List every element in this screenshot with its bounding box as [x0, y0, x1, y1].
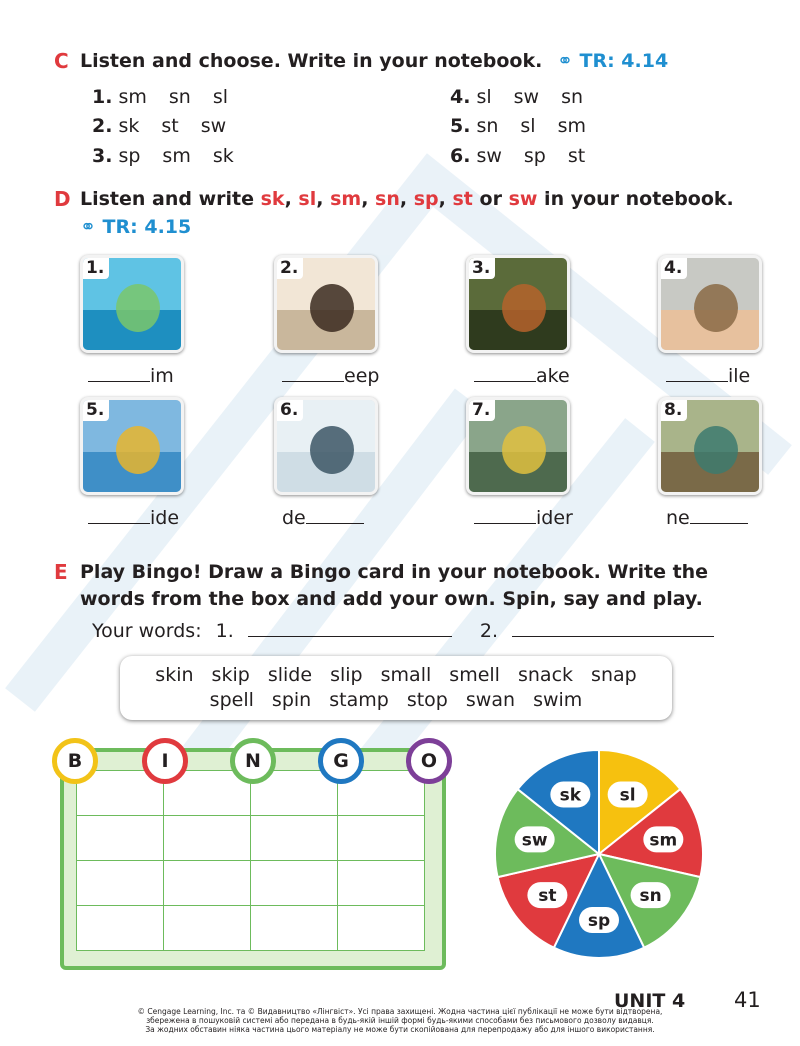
- choice-number: 3.: [92, 145, 113, 167]
- school-desk-photo: [274, 397, 378, 495]
- bingo-letter-g: G: [318, 738, 364, 784]
- blank-line[interactable]: [88, 380, 150, 382]
- snorkel-boy-photo: [80, 255, 184, 353]
- blend-sp: sp: [413, 188, 439, 210]
- unit-label: UNIT 4: [614, 990, 686, 1012]
- bingo-cell[interactable]: [164, 861, 251, 906]
- choice-option[interactable]: sn: [476, 115, 499, 137]
- picture-number: 7.: [469, 400, 495, 421]
- choice-option[interactable]: sk: [212, 145, 234, 167]
- word-part: ake: [536, 365, 570, 387]
- choice-number: 4.: [450, 86, 471, 108]
- choice-option[interactable]: sp: [118, 145, 141, 167]
- blend-sk: sk: [260, 188, 285, 210]
- choice-number: 2.: [92, 115, 113, 137]
- choice-item-3: [92, 145, 256, 167]
- bingo-letter-i: I: [142, 738, 188, 784]
- spinner-label-st: st: [538, 886, 557, 907]
- word-blank-1: [88, 365, 174, 387]
- section-d-instruction-start: Listen and write: [80, 188, 261, 210]
- choice-option[interactable]: sw: [476, 145, 502, 167]
- copyright-line-2: збережена в пошуковій системі або передана в будь-якій іншій формі будь-якими способами без письмового дозволу видавця.: [146, 1016, 654, 1025]
- bingo-cell[interactable]: [77, 861, 164, 906]
- bingo-cell[interactable]: [338, 906, 425, 951]
- section-d-title: Listen and write sk, sl, sm, sn, sp, st or sw in your notebook.: [80, 188, 734, 210]
- bingo-cell[interactable]: [251, 816, 338, 861]
- choice-number: 5.: [450, 115, 471, 137]
- your-words-label: Your words:: [92, 620, 202, 642]
- blank-line[interactable]: [690, 522, 748, 524]
- picture-number: 4.: [661, 258, 687, 279]
- copyright-line-1: © Cengage Learning, Inc. та © Видавництво «Лінгвіст». Усі права захищені. Жодна частина цієї публікації не може бути відтворена,: [137, 1007, 663, 1016]
- choice-number: 1.: [92, 86, 113, 108]
- copyright-notice: [120, 1007, 680, 1034]
- blank-line[interactable]: [474, 380, 536, 382]
- section-c-title: [80, 50, 668, 72]
- blank-line[interactable]: [88, 522, 150, 524]
- picture-number: 5.: [83, 400, 109, 421]
- choice-item-4: [450, 86, 605, 108]
- choice-option[interactable]: sm: [118, 86, 147, 108]
- bingo-cell[interactable]: [338, 861, 425, 906]
- choice-number: 6.: [450, 145, 471, 167]
- headphones-icon: ⚭: [556, 50, 573, 72]
- choice-item-2: [92, 115, 248, 137]
- bingo-letter-o: O: [406, 738, 452, 784]
- your-word-slot-2-number: 2.: [479, 620, 499, 642]
- bingo-letter-b: B: [52, 738, 98, 784]
- choice-option[interactable]: sm: [162, 145, 191, 167]
- bingo-cell[interactable]: [77, 816, 164, 861]
- word-part: de: [282, 507, 306, 529]
- blank-line[interactable]: [306, 522, 364, 524]
- headphones-icon: ⚭: [80, 216, 96, 238]
- word-blank-8: [666, 507, 748, 529]
- blend-sm: sm: [330, 188, 362, 210]
- word-part: ider: [536, 507, 573, 529]
- blank-line[interactable]: [282, 380, 344, 382]
- section-c-letter: C: [54, 49, 69, 73]
- choice-option[interactable]: st: [567, 145, 586, 167]
- blank-line[interactable]: [666, 380, 728, 382]
- word-blank-2: [282, 365, 379, 387]
- picture-number: 1.: [83, 258, 109, 279]
- bingo-cell[interactable]: [164, 906, 251, 951]
- spinner-label-sp: sp: [587, 911, 611, 931]
- bingo-cell[interactable]: [251, 906, 338, 951]
- section-e-letter: E: [54, 560, 68, 584]
- bingo-cell[interactable]: [77, 906, 164, 951]
- section-c-instruction: Listen and choose. Write in your notebook.: [80, 50, 543, 72]
- spinner-label-sm: sm: [649, 830, 678, 851]
- picture-number: 8.: [661, 400, 687, 421]
- word-blank-6: [282, 507, 364, 529]
- choice-option[interactable]: sp: [523, 145, 546, 167]
- bingo-cell[interactable]: [338, 816, 425, 861]
- section-d-instruction-end: in your notebook.: [537, 188, 734, 210]
- choice-option[interactable]: sk: [118, 115, 140, 137]
- bird-nest-photo: [658, 397, 762, 495]
- snake-photo: [466, 255, 570, 353]
- audio-track-c[interactable]: [557, 50, 668, 72]
- spider-photo: [466, 397, 570, 495]
- choice-item-5: [450, 115, 608, 137]
- word-part: im: [150, 365, 174, 387]
- your-word-slot-1-number: 1.: [215, 620, 234, 642]
- picture-number: 2.: [277, 258, 303, 279]
- section-e-title-line1: Play Bingo! Draw a Bingo card in your notebook. Write the: [80, 561, 709, 583]
- your-words-row: [92, 620, 714, 642]
- bingo-grid: [76, 770, 425, 951]
- bingo-cell[interactable]: [251, 861, 338, 906]
- choice-option[interactable]: sn: [168, 86, 191, 108]
- blank-line[interactable]: [474, 522, 536, 524]
- bingo-letter-n: N: [230, 738, 276, 784]
- audio-track-d[interactable]: [80, 216, 191, 238]
- choice-option[interactable]: sl: [520, 115, 536, 137]
- bingo-cell[interactable]: [164, 816, 251, 861]
- spinner-label-sk: sk: [559, 785, 582, 806]
- choice-option[interactable]: sm: [557, 115, 587, 137]
- sleeping-child-photo: [274, 255, 378, 353]
- word-part: eep: [344, 365, 380, 387]
- word-part: ne: [666, 507, 690, 529]
- choice-item-6: [450, 145, 607, 167]
- blend-sw: sw: [508, 188, 538, 210]
- section-e-title-line2: words from the box and add your own. Spin, say and play.: [80, 588, 703, 610]
- track-c-label: TR: 4.14: [579, 50, 669, 72]
- picture-number: 3.: [469, 258, 495, 279]
- choice-option[interactable]: st: [161, 115, 179, 137]
- word-part: ide: [150, 507, 180, 529]
- word-blank-3: [474, 365, 570, 387]
- choice-item-1: [92, 86, 250, 108]
- playground-slide-photo: [80, 397, 184, 495]
- blend-st: st: [452, 188, 473, 210]
- page-number: 41: [734, 988, 761, 1012]
- copyright-line-3: За жодних обставин ніяка частина цього матеріалу не може бути скопійована для перепродажу або для іншого використання.: [145, 1025, 655, 1034]
- spinner-label-sl: sl: [619, 785, 636, 806]
- choice-option[interactable]: sl: [476, 86, 492, 108]
- choice-option[interactable]: sn: [561, 86, 584, 108]
- your-word-slot-1-line[interactable]: [248, 635, 452, 637]
- word-blank-7: [474, 507, 573, 529]
- choice-option[interactable]: sw: [200, 115, 227, 137]
- word-blank-4: [666, 365, 750, 387]
- blend-sl: sl: [298, 188, 317, 210]
- picture-number: 6.: [277, 400, 303, 421]
- blend-spinner[interactable]: [494, 736, 704, 972]
- or-word: or: [472, 188, 509, 210]
- spinner-label-sw: sw: [521, 830, 548, 851]
- track-d-label: TR: 4.15: [102, 216, 192, 238]
- choice-option[interactable]: sw: [513, 86, 540, 108]
- spinner-label-sn: sn: [639, 886, 662, 907]
- word-box: [120, 656, 672, 720]
- word-part: ile: [728, 365, 751, 387]
- your-word-slot-2-line[interactable]: [512, 635, 714, 637]
- word-box-row-1: skin skip slide slip small smell snack snap: [155, 664, 637, 686]
- word-box-row-2: spell spin stamp stop swan swim: [209, 689, 583, 711]
- section-d-letter: D: [54, 187, 71, 211]
- blend-sn: sn: [375, 188, 400, 210]
- smiling-boy-photo: [658, 255, 762, 353]
- word-blank-5: [88, 507, 179, 529]
- choice-option[interactable]: sl: [212, 86, 229, 108]
